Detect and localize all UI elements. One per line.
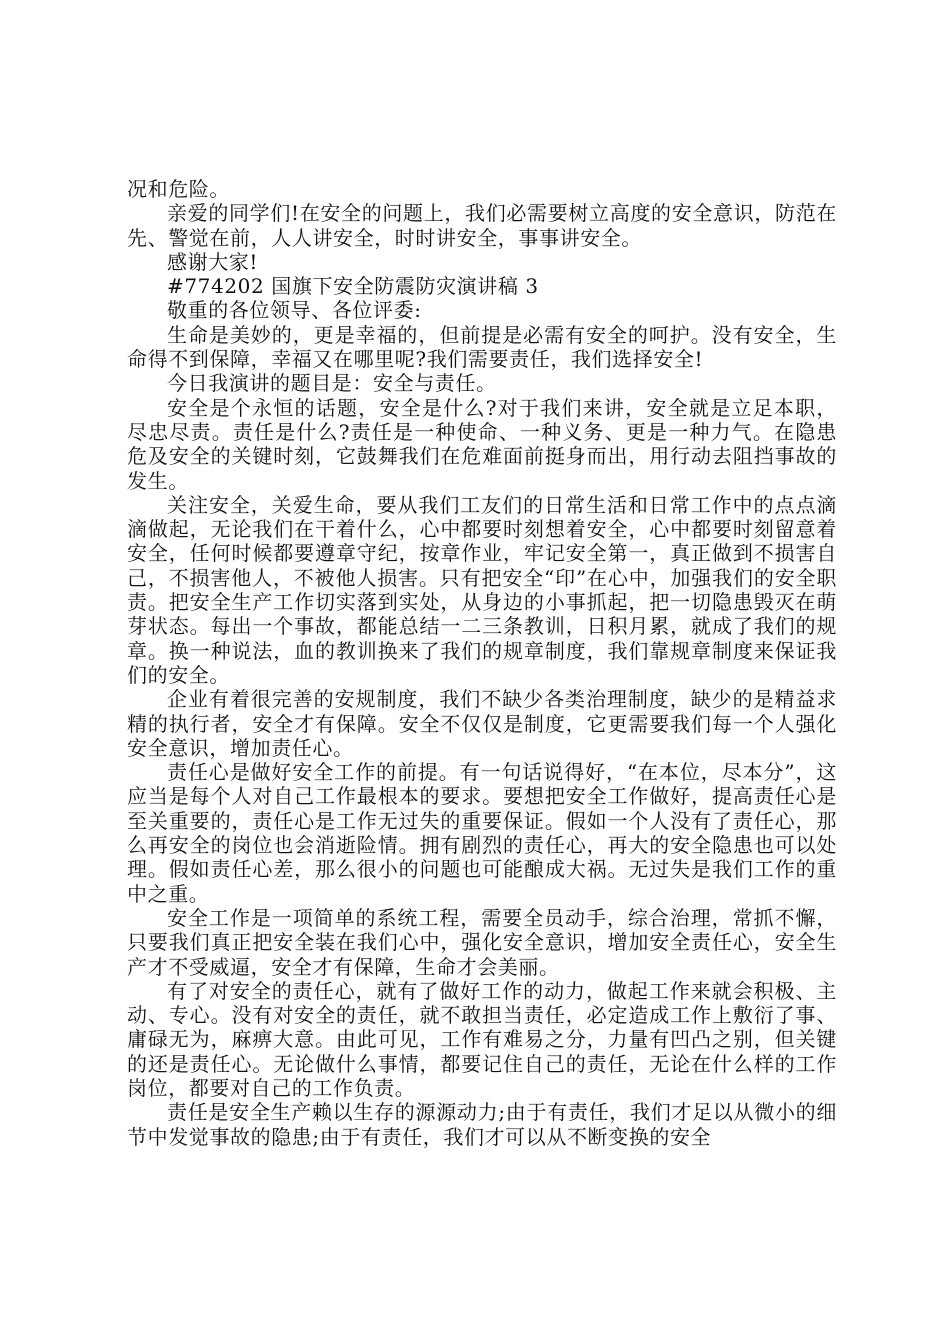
paragraph-continuation: 况和危险。 bbox=[127, 177, 230, 201]
paragraph-responsibility-premise: 责任心是做好安全工作的前提。有一句话说得好，“在本位，尽本分”，这应当是每个人对自己工作最根本的要求。要想把安全工作做好，提高责任心是至关重要的，责任心是工作无过失的重要保证。假如一个人没有了责任心，那么再安全的岗位也会消逝险情。拥有剧烈的责任心，再大的安全隐患也可以处理。假如责任心差，那么很小的问题也可能酿成大祸。无过失是我们工作的重中之重。 bbox=[127, 760, 837, 906]
paragraph-thanks: 感谢大家! bbox=[167, 249, 259, 274]
speech-title: #774202 国旗下安全防震防灾演讲稿 3 bbox=[167, 274, 539, 299]
paragraph-daily-safety: 关注安全，关爱生命，要从我们工友们的日常生活和日常工作中的点点滴滴做起，无论我们在干着什么，心中都要时刻想着安全，心中都要时刻留意着安全，任何时候都要遵章守纪，按章作业，牢记安全第一，真正做到不损害自己，不损害他人，不被他人损害。只有把安全“印”在心中，加强我们的安全职责。把安全生产工作切实落到实处，从身边的小事抓起，把一切隐患毁灭在萌芽状态。每出一个事故，都能总结一二三条教训，日积月累，就成了我们的规章。换一种说法，血的教训换来了我们的规章制度，我们靠规章制度来保证我们的安全。 bbox=[127, 492, 837, 687]
paragraph-system-engineering: 安全工作是一项简单的系统工程，需要全员动手，综合治理，常抓不懈，只要我们真正把安全装在我们心中，强化安全意识，增加安全责任心，安全生产才不受威逼，安全才有保障，生命才会美丽。 bbox=[127, 905, 837, 979]
paragraph-life: 生命是美妙的，更是幸福的，但前提是必需有安全的呵护。没有安全，生命得不到保障，幸福又在哪里呢?我们需要责任，我们选择安全! bbox=[127, 322, 837, 372]
paragraph-topic: 今日我演讲的题目是：安全与责任。 bbox=[167, 371, 497, 396]
paragraph-safety-definition: 安全是个永恒的话题，安全是什么?对于我们来讲，安全就是立足本职，尽忠尽责。责任是什么?责任是一种使命、一种义务、更是一种力气。在隐患危及安全的关键时刻，它鼓舞我们在危难面前挺身而出，用行动去阻挡事故的发生。 bbox=[127, 395, 837, 493]
paragraph-regulations: 企业有着很完善的安规制度，我们不缺少各类治理制度，缺少的是精益求精的执行者，安全才有保障。安全不仅仅是制度，它更需要我们每一个人强化安全意识，增加责任心。 bbox=[127, 687, 837, 760]
salutation: 敬重的各位领导、各位评委: bbox=[167, 298, 422, 323]
paragraph-motivation: 有了对安全的责任心，就有了做好工作的动力，做起工作来就会积极、主动、专心。没有对安全的责任，就不敢担当责任，必定造成工作上敷衍了事、庸碌无为，麻痹大意。由此可见，工作有难易之分，力量有凹凸之别，但关键的还是责任心。无论做什么事情，都要记住自己的责任，无论在什么样的工作岗位，都要对自己的工作负责。 bbox=[127, 978, 837, 1100]
document-body bbox=[127, 177, 837, 1149]
paragraph-appeal: 亲爱的同学们!在安全的问题上，我们必需要树立高度的安全意识，防范在先、警觉在前，人人讲安全，时时讲安全，事事讲安全。 bbox=[127, 201, 837, 250]
paragraph-driving-force: 责任是安全生产赖以生存的源源动力;由于有责任，我们才足以从微小的细节中发觉事故的隐患;由于有责任，我们才可以从不断变换的安全 bbox=[127, 1100, 837, 1149]
